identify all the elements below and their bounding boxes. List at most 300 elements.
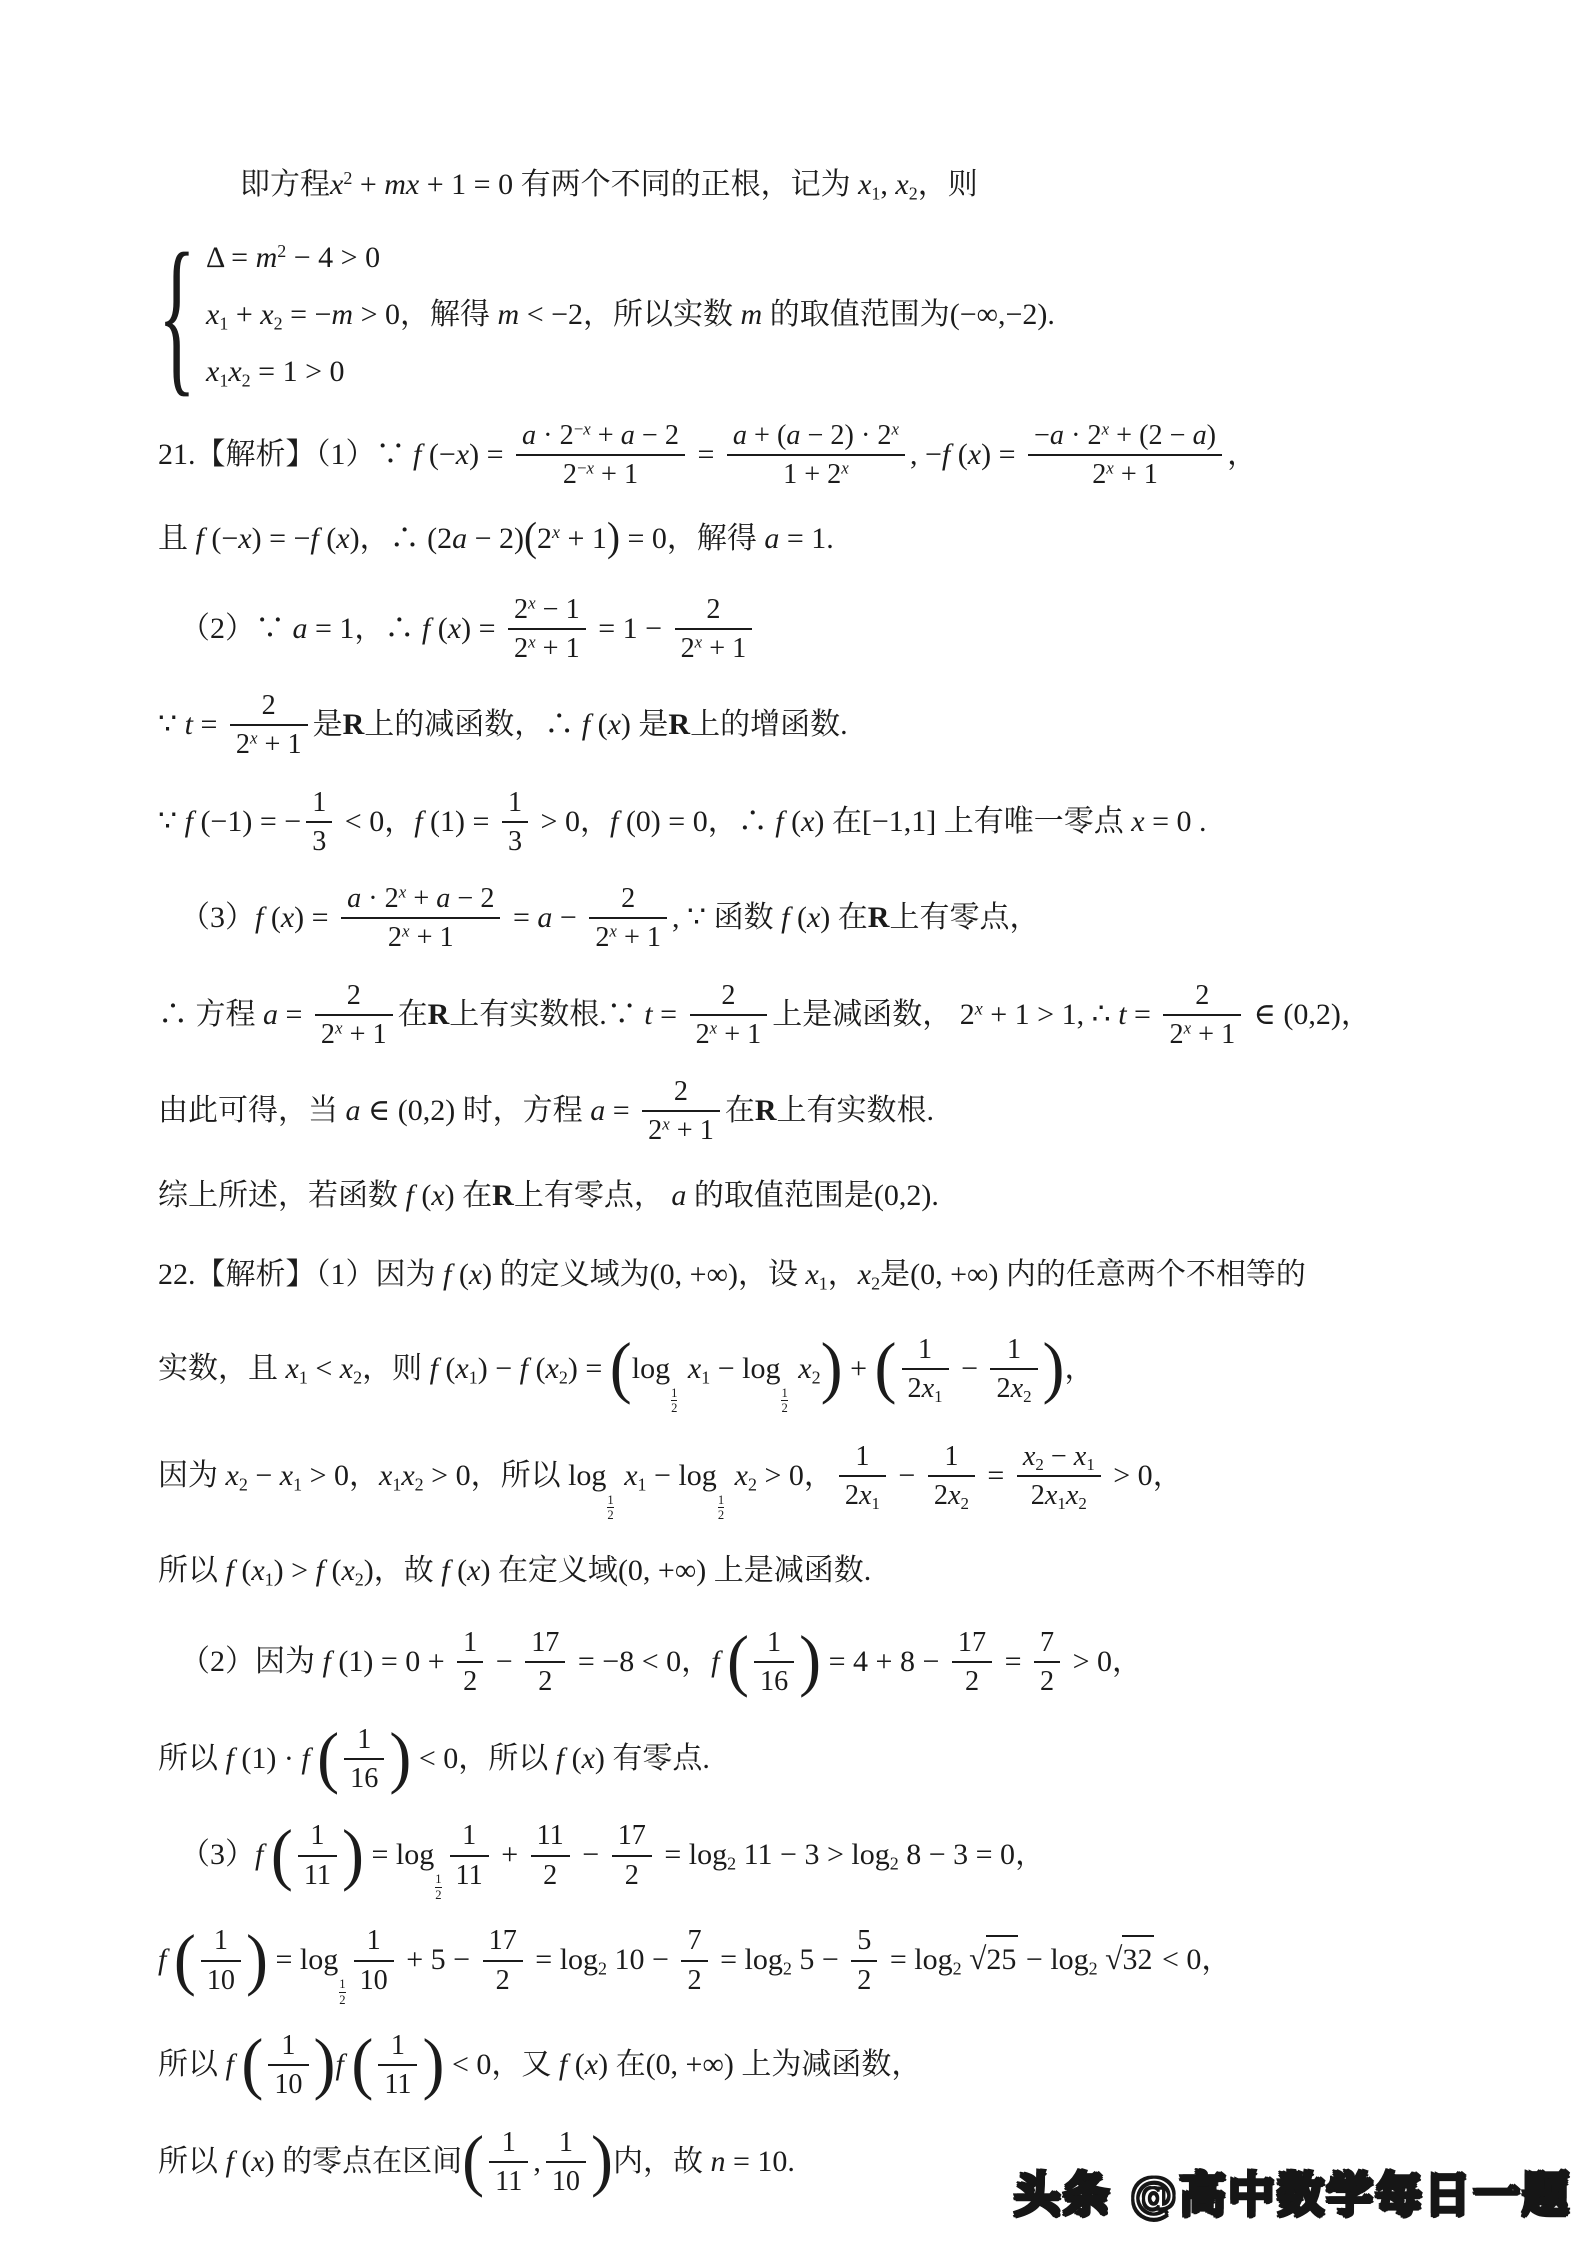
math-run: ∴	[158, 997, 196, 1031]
math-run: > 0	[533, 804, 580, 838]
math-run: = −m > 0	[282, 297, 401, 331]
subscript: 2	[871, 1273, 881, 1294]
bold-symbol: R	[342, 708, 365, 742]
math-run: + 1	[535, 632, 580, 664]
sol21-conclusion	[158, 1174, 1532, 1218]
text-run: ，	[1064, 1351, 1095, 1385]
math-run: ) =	[567, 1351, 610, 1385]
math-run: ∵ t =	[158, 708, 225, 742]
denominator	[1034, 1663, 1060, 1698]
numerator	[450, 1819, 489, 1856]
denominator	[612, 1857, 652, 1892]
math-run: + a − 2	[590, 419, 679, 451]
supscript: x	[974, 997, 983, 1018]
subscript: 2	[1035, 1454, 1044, 1474]
math-run: x	[624, 1458, 638, 1492]
fraction	[589, 882, 667, 955]
left-brace: {	[158, 217, 196, 412]
math-run: 1	[944, 1440, 959, 1472]
operator-name: log	[688, 1838, 728, 1872]
math-run: +	[493, 1838, 526, 1872]
text-run: ，又	[491, 2048, 552, 2082]
math-run: < 0	[411, 1741, 459, 1775]
fraction	[315, 979, 393, 1052]
denominator	[589, 919, 667, 954]
math-run: 2	[463, 1666, 478, 1698]
math-run: < 0	[337, 804, 385, 838]
math-run: 10	[274, 2069, 303, 2101]
denominator	[675, 630, 753, 665]
math-run: (0, +∞)	[617, 1553, 714, 1587]
math-run: 11	[455, 1859, 483, 1891]
math-run: ) − f (x	[477, 1351, 559, 1385]
text-run: 所以	[158, 1553, 218, 1587]
system-row	[206, 294, 1055, 336]
math-run: 1	[558, 2126, 573, 2158]
subscript: 1	[701, 1367, 711, 1388]
fraction	[483, 1924, 523, 1997]
fraction	[642, 1075, 720, 1148]
math-run: a =	[590, 1094, 638, 1128]
sol22-part2-line1: （2）因为 f (1) = 0 + $\frac{1}{2}$ − $\frac{17}{2}$ = −8 < 0，f ( $\frac{1}{16}$ ) = 4 + 8 − $\frac{17}{2}$ = $\frac{7}{2}$ > 0，	[180, 1622, 1143, 1700]
math-run: f (x)	[441, 1553, 498, 1587]
system-row	[206, 237, 1055, 279]
math-run: =	[268, 1943, 300, 1977]
sol22-part3-line4: 所以 f (x) 的零点在区间( $\frac{1}{11}$ , $\frac{1}{10}$ )内，故 n = 10.	[158, 2122, 795, 2199]
math-run: x	[225, 1458, 239, 1492]
subscript: 1	[293, 1474, 303, 1495]
subscript: 2	[353, 1367, 363, 1388]
math-run: f (x) =	[255, 901, 337, 935]
math-run: (0, +∞)	[649, 1258, 738, 1292]
subscript: 2	[782, 1958, 792, 1979]
math-run: =	[527, 1943, 560, 1977]
numerator	[483, 1924, 523, 1961]
text-run: ，	[1112, 1645, 1143, 1679]
math-run: = 0	[619, 522, 667, 556]
numerator	[839, 1440, 886, 1477]
numerator	[902, 1333, 949, 1370]
fraction	[516, 419, 685, 492]
math-run: 8 − 3 = 0	[898, 1838, 1016, 1872]
fraction	[839, 1440, 886, 1513]
math-run: =	[656, 1838, 689, 1872]
subscript: 1	[871, 1494, 880, 1514]
sol21-part3-line3	[158, 1077, 1532, 1150]
text-run: ，所以实数	[583, 297, 734, 331]
math-run: 2	[595, 922, 610, 954]
text-run: （3）	[180, 1838, 255, 1872]
text-run: 在	[831, 804, 862, 838]
math-run: 2	[1040, 1666, 1055, 1698]
numerator	[508, 593, 586, 630]
math-run: a + (a − 2) · 2	[732, 419, 892, 451]
denominator	[502, 823, 528, 858]
numerator	[612, 1819, 652, 1856]
denominator	[642, 1112, 720, 1147]
math-run: 5	[857, 1925, 872, 1957]
math-run: , x	[880, 168, 909, 201]
operator-name: log	[914, 1943, 953, 1977]
numerator	[928, 1440, 975, 1477]
subscript: 2	[1078, 1494, 1087, 1514]
math-run: =	[363, 1838, 396, 1872]
math-run: + 1	[1191, 1018, 1236, 1050]
math-run: m < −2	[497, 297, 584, 331]
supscript: x	[402, 922, 410, 942]
text-run: ，	[803, 1458, 834, 1492]
math-run: f (1) = 0 +	[322, 1645, 453, 1679]
numerator	[1017, 1440, 1101, 1477]
denominator	[531, 1857, 570, 1892]
text-run: 上为减函数，	[741, 2048, 922, 2082]
text-run: 实数，且	[158, 1351, 278, 1385]
sol21-part3-line1	[158, 884, 1532, 957]
fraction	[201, 1924, 241, 1997]
fraction	[508, 593, 586, 666]
text-run: 是	[312, 708, 343, 742]
log-base-fraction: $\frac{1}{2}$	[339, 1977, 346, 2007]
log-base-fraction: $\frac{1}{2}$	[607, 1492, 614, 1523]
denominator	[681, 1962, 707, 1997]
denominator	[378, 2066, 417, 2101]
math-run: + 1	[409, 922, 454, 954]
supscript: x	[249, 729, 258, 749]
text-run: 上有零点，	[513, 1178, 664, 1212]
math-run: (0, +∞)	[645, 2048, 742, 2082]
text-run: 上有唯一零点	[943, 804, 1124, 838]
subscript: 1	[468, 1367, 478, 1388]
bold-symbol: R	[668, 708, 691, 742]
math-run: )	[363, 1553, 374, 1587]
math-run: =	[979, 1458, 1012, 1492]
text-run: 有零点.	[612, 1741, 710, 1775]
math-run: 2	[346, 979, 361, 1011]
solution-text	[158, 163, 1532, 2200]
math-run: x = 0 .	[1131, 804, 1207, 838]
subscript: 1	[934, 1387, 943, 1407]
math-run: + 1	[257, 729, 302, 761]
fraction	[450, 1819, 489, 1892]
text-run: ，	[579, 804, 610, 838]
math-run: ∴ f (x)	[544, 708, 639, 742]
operator-name: log	[1050, 1943, 1089, 1977]
math-run: −	[890, 1458, 923, 1492]
fraction	[1163, 979, 1241, 1052]
math-run: 2	[320, 1018, 336, 1050]
text-run: 在	[615, 2048, 646, 2082]
math-run: f	[158, 1943, 167, 1977]
math-run: 1	[357, 1723, 372, 1755]
text-run: 22.【解析】（1）因为	[158, 1258, 436, 1292]
subscript: 1	[1057, 1494, 1066, 1514]
math-run: ∵ t =	[606, 997, 685, 1031]
numerator	[1034, 1626, 1060, 1663]
math-run: x	[285, 1351, 299, 1385]
numerator	[851, 1924, 877, 1961]
text-run: 上的减函数，	[364, 708, 545, 742]
denominator	[690, 1016, 768, 1051]
denominator	[508, 630, 586, 665]
math-run: x	[805, 1258, 819, 1292]
math-run: − 1	[535, 593, 580, 625]
math-run: 11	[495, 2166, 523, 2198]
bold-symbol: R	[867, 901, 890, 935]
denominator	[1017, 1477, 1101, 1512]
subscript: 2	[241, 369, 251, 390]
math-run: 11	[384, 2069, 412, 2101]
numerator	[489, 2126, 528, 2163]
fraction	[354, 1924, 394, 1997]
fraction	[298, 1819, 337, 1892]
math-run: ∵ f (−x) =	[375, 437, 512, 471]
text-run: 上是减函数，	[772, 997, 953, 1031]
math-run: 2	[964, 1666, 980, 1698]
math-run: 1	[390, 2030, 405, 2062]
math-run: −	[1018, 1943, 1051, 1977]
math-run: 17	[617, 1820, 646, 1852]
denominator	[990, 1370, 1037, 1405]
supscript: x	[1183, 1018, 1192, 1038]
math-run: 2	[1195, 979, 1210, 1011]
denominator	[839, 1477, 886, 1512]
denominator	[457, 1663, 483, 1698]
subscript: 1	[264, 1569, 274, 1590]
math-run: = 4 + 8 −	[821, 1645, 947, 1679]
math-run: 10	[206, 1964, 236, 1996]
numerator	[298, 1819, 337, 1856]
math-run: − x	[1043, 1440, 1087, 1472]
math-run: 2	[1169, 1018, 1184, 1050]
denominator	[315, 1016, 393, 1051]
math-run: 1	[917, 1333, 933, 1365]
sol22-part3-line2: f ( $\frac{1}{10}$ ) = log $\frac{1}{2}$ $\frac{1}{10}$ + 5 − $\frac{17}{2}$ = $\log_2 10$ − $\frac{7}{2}$ = $\log_2 5$ − $\frac{5}{2}$ = $\log_2 √25 - \log_2 √32 < 0$，	[158, 1920, 1232, 2007]
text-run: ，则	[362, 1351, 423, 1385]
text-run: 内的任意两个不相等的	[1005, 1258, 1306, 1292]
math-run: a = 1.	[764, 522, 834, 556]
math-run: + x	[228, 297, 274, 331]
subscript: 1	[818, 1273, 828, 1294]
math-run: 3	[507, 825, 523, 857]
text-run: ，	[1152, 1458, 1183, 1492]
math-run: ∵ a = 1	[255, 611, 355, 645]
math-run: =	[882, 1943, 915, 1977]
math-run: + 1	[702, 632, 747, 664]
fraction	[502, 786, 528, 859]
denominator	[1028, 456, 1222, 491]
numerator	[344, 1723, 384, 1760]
math-run: 17	[531, 1627, 560, 1659]
numerator	[1163, 979, 1241, 1016]
subscript: 2	[1088, 1958, 1098, 1979]
text-run: ，	[384, 804, 415, 838]
text-run: 上的增函数.	[690, 708, 848, 742]
fraction	[681, 1924, 707, 1997]
text-run: ，	[1340, 997, 1371, 1031]
numerator	[990, 1333, 1037, 1370]
watermark: 头条 @高中数学每日一题	[1013, 2168, 1571, 2223]
math-run: x	[401, 1458, 415, 1492]
numerator	[201, 1924, 241, 1961]
fraction	[1028, 419, 1222, 492]
math-run: < 0	[1154, 1943, 1202, 1977]
math-run: ∵ f (−1) = −	[158, 804, 302, 838]
math-run: 1	[501, 2126, 516, 2158]
math-run: 2	[495, 1964, 510, 1996]
system-rows	[206, 237, 1055, 393]
text-run: ，	[349, 1458, 379, 1492]
denominator	[344, 1760, 384, 1795]
fraction	[1017, 1440, 1101, 1513]
math-run: 2	[543, 1859, 558, 1891]
subscript: 1	[298, 1367, 308, 1388]
log-base-fraction: $\frac{1}{2}$	[717, 1492, 725, 1523]
math-run: a	[671, 1178, 687, 1212]
log-base-fraction: $\frac{1}{2}$	[671, 1385, 678, 1416]
math-run: 2x	[1030, 1479, 1058, 1511]
math-run: 2	[538, 1666, 553, 1698]
math-run: 2x	[933, 1479, 961, 1511]
math-run: 1	[281, 2030, 296, 2062]
sol21-part1-line1	[158, 421, 1532, 494]
math-run: + 1	[669, 1115, 714, 1147]
text-run: 21.【解析】（1）	[158, 437, 376, 471]
numerator	[546, 2126, 586, 2163]
supscript: 2	[277, 240, 287, 261]
denominator	[483, 1962, 523, 1997]
math-run: 11 − 3 >	[736, 1838, 852, 1872]
fraction	[341, 882, 500, 955]
math-run: = 1 > 0	[250, 354, 345, 388]
text-run: ，	[827, 1258, 858, 1292]
text-run: ，故	[373, 1553, 434, 1587]
numerator	[378, 2029, 417, 2066]
math-run: 2	[624, 1859, 639, 1891]
subscript: 2	[952, 1958, 962, 1979]
text-run: ，	[681, 1645, 712, 1679]
math-run: (−∞,−2).	[949, 297, 1055, 331]
log-base-fraction: $\frac{1}{2}$	[781, 1385, 788, 1416]
math-run: f (x)	[405, 1178, 463, 1212]
math-run: 1 + 2	[783, 458, 842, 490]
math-run: > 0	[756, 1458, 804, 1492]
fraction	[525, 1626, 565, 1699]
math-run: =	[689, 437, 722, 471]
math-run: x	[330, 168, 344, 201]
math-run: 1	[310, 1820, 325, 1852]
supscript: 2	[343, 168, 353, 189]
numerator	[230, 689, 308, 726]
math-run: 2	[706, 593, 721, 625]
math-run: −	[488, 1645, 521, 1679]
math-run: x	[687, 1351, 702, 1385]
supscript: x	[528, 632, 536, 652]
math-run: , −f (x) =	[910, 437, 1024, 471]
denominator	[201, 1962, 241, 1997]
math-run: x	[228, 354, 242, 388]
math-run: + 1	[560, 522, 607, 556]
subscript: 2	[908, 183, 918, 204]
denominator	[754, 1663, 794, 1698]
operator-name: log	[559, 1943, 599, 1977]
text-run: ，则	[917, 168, 978, 201]
intro-line	[158, 163, 1532, 207]
numerator	[525, 1626, 565, 1663]
numerator	[502, 786, 528, 823]
numerator	[457, 1626, 483, 1663]
denominator	[546, 2163, 586, 2198]
numerator	[727, 419, 905, 456]
math-run: 2	[673, 1076, 688, 1108]
math-run: f (−x) = −f (x)	[195, 522, 360, 556]
math-run: 5 −	[791, 1943, 847, 1977]
math-run: +	[842, 1351, 875, 1385]
text-run: 所以	[158, 2048, 218, 2082]
text-run: 即方程	[240, 168, 330, 201]
supscript: x	[694, 632, 703, 652]
math-run: 1	[1006, 1333, 1022, 1365]
operator-name: log	[560, 1458, 607, 1492]
math-run: ∴ f (x) =	[384, 611, 504, 645]
numerator	[341, 882, 500, 919]
subscript: 1	[219, 312, 229, 333]
math-run: f	[225, 2048, 234, 2082]
denominator	[851, 1962, 877, 1997]
fraction	[851, 1924, 877, 1997]
math-run: 16	[350, 1762, 379, 1794]
supscript: x	[841, 458, 849, 478]
sol21-part2-line1	[158, 595, 1532, 668]
text-run: ，	[354, 611, 385, 645]
supscript: x	[1106, 458, 1114, 478]
math-run: a =	[263, 997, 310, 1031]
math-run: 7	[1040, 1627, 1055, 1659]
numerator	[516, 419, 685, 456]
math-run: f (1) =	[414, 804, 497, 838]
math-run: 10	[359, 1964, 388, 1996]
math-run: 1	[463, 1627, 478, 1659]
math-run: 11	[536, 1820, 564, 1852]
math-run: x	[379, 1458, 393, 1492]
supscript: x	[609, 922, 617, 942]
math-run: m	[740, 297, 763, 331]
operator-name: log	[744, 1943, 783, 1977]
numerator	[354, 1924, 394, 1961]
math-run: a ∈ (0,2)	[345, 1094, 463, 1128]
fraction	[457, 1626, 483, 1699]
text-run: ，所以	[458, 1741, 549, 1775]
subscript: 2	[747, 1474, 757, 1495]
math-run: −a · 2	[1034, 419, 1102, 451]
math-run: 10 −	[607, 1943, 677, 1977]
text-run: ，	[1201, 1943, 1232, 1977]
supscript: x	[552, 522, 561, 543]
subscript: 1	[871, 183, 881, 204]
text-run: 在定义域	[497, 1553, 618, 1587]
text-run: 所以	[158, 2144, 218, 2178]
fraction	[612, 1819, 652, 1892]
text-run: 的定义域为	[499, 1258, 650, 1292]
math-run: f (x	[429, 1351, 469, 1385]
denominator	[341, 919, 500, 954]
math-run: 2	[261, 690, 276, 722]
system-of-inequalities	[158, 217, 1532, 412]
fraction	[531, 1819, 570, 1892]
math-run: 2	[514, 632, 529, 664]
text-run: 在	[724, 1094, 755, 1128]
denominator	[902, 1370, 949, 1405]
math-run: + 1	[1113, 458, 1158, 490]
